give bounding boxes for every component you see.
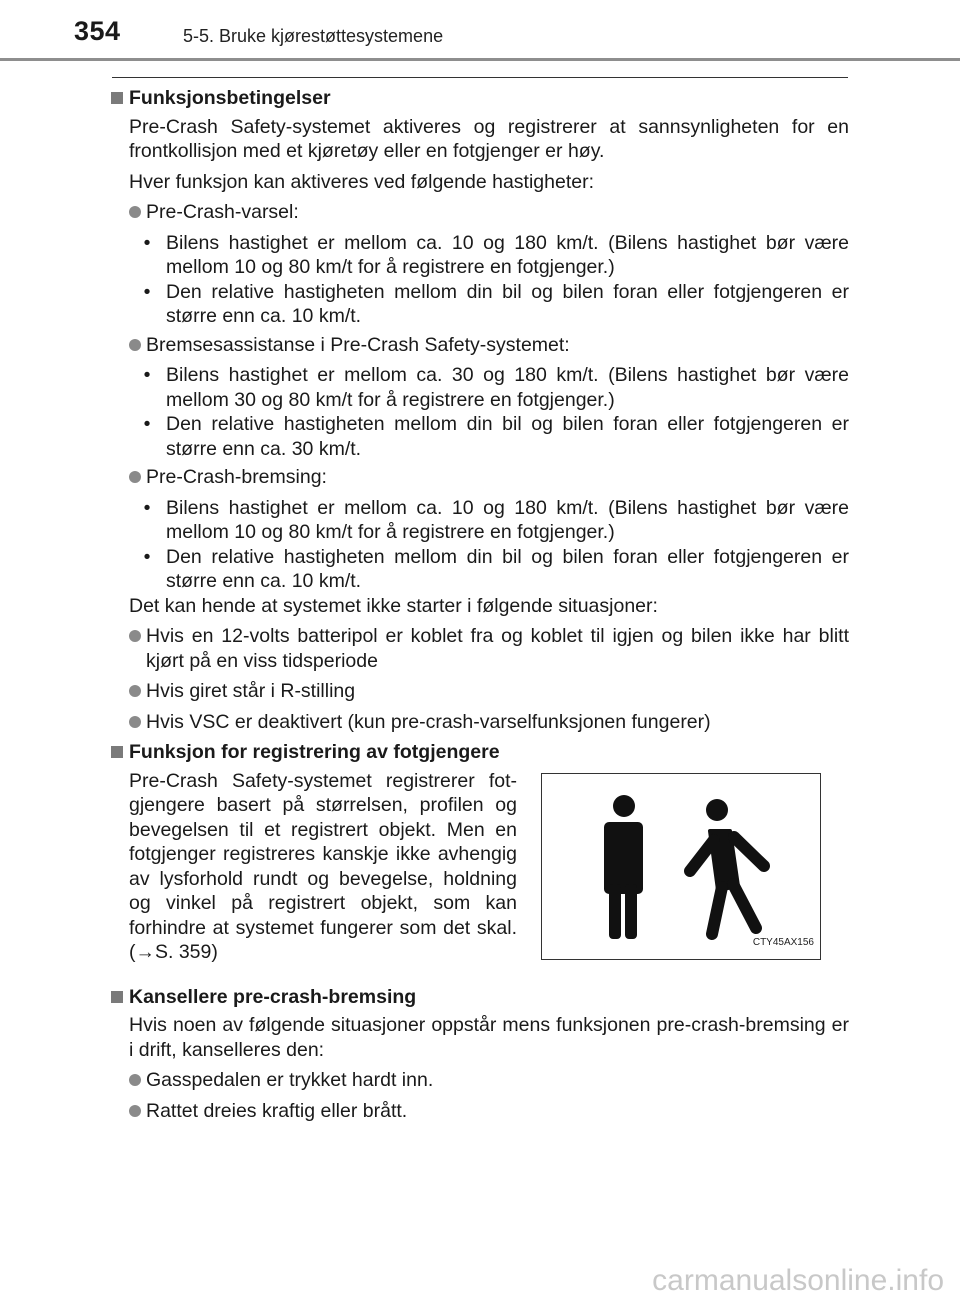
pedestrian-figure bbox=[541, 773, 821, 960]
list-item-text: Gasspedalen er trykket hardt inn. bbox=[146, 1069, 434, 1091]
page-reference-link[interactable]: S. 359) bbox=[155, 941, 218, 963]
circle-bullet-icon bbox=[129, 1105, 141, 1117]
dot-bullet-icon: • bbox=[143, 413, 151, 435]
list-item-label: Pre-Crash-varsel: bbox=[146, 201, 299, 223]
list-item bbox=[129, 1068, 849, 1093]
dot-bullet-icon: • bbox=[143, 496, 151, 519]
watermark: carmanualsonline.info bbox=[652, 1264, 944, 1297]
list-item bbox=[129, 465, 849, 490]
standing-person-icon bbox=[604, 795, 643, 939]
list-item bbox=[129, 624, 849, 673]
circle-bullet-icon bbox=[129, 630, 141, 642]
list-item bbox=[129, 710, 849, 735]
paragraph: Hver funksjon kan aktiveres ved følgende hastigheter: bbox=[129, 170, 595, 193]
dot-bullet-icon: • bbox=[143, 280, 151, 303]
list-item bbox=[129, 1099, 849, 1124]
list-item-text: Hvis giret står i R-stilling bbox=[146, 680, 356, 702]
sublist-item bbox=[129, 412, 849, 461]
list-item-text: Hvis VSC er deaktivert (kun pre-crash-varselfunksjonen fungerer) bbox=[146, 710, 711, 733]
sublist-item bbox=[129, 496, 849, 545]
page-number: 354 bbox=[74, 16, 121, 46]
dot-bullet-icon: • bbox=[143, 364, 151, 386]
list-item bbox=[129, 333, 849, 358]
sublist-item bbox=[129, 545, 849, 594]
square-bullet-icon bbox=[111, 991, 123, 1003]
walking-person-icon bbox=[690, 799, 764, 934]
paragraph: Hvis noen av følgende situasjoner oppstår mens funksjonen pre-crash-bremsing er i drift, kanselleres den: bbox=[129, 1014, 849, 1061]
sublist-item-text: Bilens hastighet er mellom ca. 30 og 180 km/t. (Bilens hastighet bør være mellom 30 og 80 km/t for å registrere en fotgjenger.) bbox=[166, 364, 849, 411]
figure-code: CTY45AX156 bbox=[752, 937, 814, 948]
list-item-text: Hvis en 12-volts batteripol er koblet fra og koblet til igjen og bilen ikke har blitt kjørt på en viss tidsperiode bbox=[146, 625, 849, 672]
dot-bullet-icon: • bbox=[143, 545, 151, 568]
heading-text: Funksjon for registrering av fotgjengere bbox=[129, 741, 500, 763]
heading-text: Funksjonsbetingelser bbox=[129, 87, 331, 109]
sublist-item bbox=[129, 231, 849, 280]
circle-bullet-icon bbox=[129, 339, 141, 351]
header-divider bbox=[0, 58, 960, 61]
sublist-item-text: Den relative hastigheten mellom din bil og bilen foran eller fotgjengeren er større enn ca. 10 km/t. bbox=[166, 545, 849, 592]
paragraph: Pre-Crash Safety-systemet aktiveres og registrerer at sannsynligheten for en frontkollisjon med et kjøretøy eller en fotgjenger er høy. bbox=[129, 115, 849, 162]
sublist-item bbox=[129, 280, 849, 329]
figure-row bbox=[129, 769, 849, 965]
square-bullet-icon bbox=[111, 92, 123, 104]
section-heading-kansellere bbox=[111, 985, 849, 1010]
sublist-item-text: Den relative hastigheten mellom din bil og bilen foran eller fotgjengeren er større enn ca. 10 km/t. bbox=[166, 280, 849, 327]
circle-bullet-icon bbox=[129, 1074, 141, 1086]
section-heading-funksjonsbetingelser bbox=[111, 86, 849, 111]
paragraph: Det kan hende at systemet ikke starter i følgende situasjoner: bbox=[129, 594, 658, 617]
sublist-item-text: Bilens hastighet er mellom ca. 10 og 180 km/t. (Bilens hastighet bør være mellom 10 og 80 km/t for å registrere en fotgjenger.) bbox=[166, 496, 849, 543]
dot-bullet-icon: • bbox=[143, 231, 151, 254]
list-item-label: Pre-Crash-bremsing: bbox=[146, 466, 327, 488]
list-item bbox=[129, 200, 849, 225]
circle-bullet-icon bbox=[129, 716, 141, 728]
arrow-icon: → bbox=[135, 941, 155, 963]
sublist-item-text: Den relative hastigheten mellom din bil og bilen foran eller fotgjengeren er større enn ca. 30 km/t. bbox=[166, 413, 849, 460]
list-item bbox=[129, 679, 849, 704]
sublist bbox=[129, 496, 849, 594]
page-content bbox=[111, 86, 849, 1129]
sublist bbox=[129, 231, 849, 329]
sublist-item bbox=[129, 363, 849, 412]
sublist-item-text: Bilens hastighet er mellom ca. 10 og 180 km/t. (Bilens hastighet bør være mellom 10 og 80 km/t for å registrere en fotgjenger.) bbox=[166, 231, 849, 278]
square-bullet-icon bbox=[111, 746, 123, 758]
section-heading-fotgjengere bbox=[111, 740, 849, 765]
circle-bullet-icon bbox=[129, 685, 141, 697]
heading-text: Kansellere pre-crash-bremsing bbox=[129, 985, 417, 1008]
paragraph-text: Pre-Crash Safety-systemet registrerer fotgjengere basert på størrelsen, profilen og bevegelsen til et registrert objekt. Men en fotgjenger registreres kanskje ikke avhengig av lysforhold rundt og bevegelse, holdning og vinkel på registrert objekt, som kan forhindre at systemet fungerer som det skal. ( bbox=[129, 769, 517, 963]
section-title: 5-5. Bruke kjørestøttesystemene bbox=[183, 26, 444, 46]
content-top-divider bbox=[112, 77, 848, 78]
list-item-label: Bremsesassistanse i Pre-Crash Safety-systemet: bbox=[146, 333, 570, 356]
circle-bullet-icon bbox=[129, 471, 141, 483]
list-item-text: Rattet dreies kraftig eller brått. bbox=[146, 1099, 408, 1122]
circle-bullet-icon bbox=[129, 206, 141, 218]
paragraph bbox=[129, 769, 517, 965]
sublist bbox=[129, 363, 849, 461]
